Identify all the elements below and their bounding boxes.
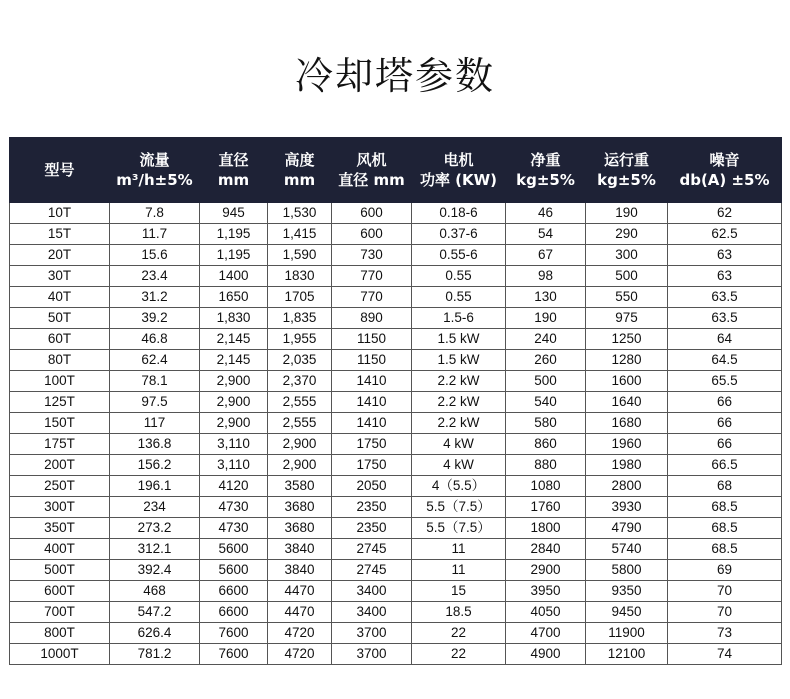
table-cell-model: 400T — [10, 539, 110, 560]
table-cell-model: 15T — [10, 224, 110, 245]
table-cell-motor-power: 11 — [412, 539, 506, 560]
table-cell-flow: 7.8 — [110, 203, 200, 224]
column-header-line: 风机 — [356, 151, 387, 169]
table-cell-operating-weight: 11900 — [586, 623, 668, 644]
table-cell-net-weight: 1080 — [506, 476, 586, 497]
column-header-line: 电机 — [443, 151, 474, 169]
table-cell-net-weight: 46 — [506, 203, 586, 224]
table-cell-operating-weight: 2800 — [586, 476, 668, 497]
table-row — [10, 581, 782, 602]
table-cell-height: 2,035 — [268, 350, 332, 371]
table-cell-flow: 196.1 — [110, 476, 200, 497]
column-header-line: mm — [283, 171, 316, 189]
table-row — [10, 518, 782, 539]
table-cell-diameter: 6600 — [200, 581, 268, 602]
table-cell-noise: 66 — [668, 392, 782, 413]
table-cell-noise: 65.5 — [668, 371, 782, 392]
table-cell-height: 4470 — [268, 602, 332, 623]
column-header-line: 型号 — [44, 161, 75, 179]
header-row — [10, 138, 782, 203]
table-cell-operating-weight: 5740 — [586, 539, 668, 560]
table-cell-noise: 64 — [668, 329, 782, 350]
table-cell-operating-weight: 4790 — [586, 518, 668, 539]
table-cell-model: 175T — [10, 434, 110, 455]
table-row — [10, 245, 782, 266]
column-header-line: 高度 — [284, 151, 315, 169]
table-cell-noise: 68 — [668, 476, 782, 497]
table-cell-operating-weight: 500 — [586, 266, 668, 287]
table-cell-diameter: 945 — [200, 203, 268, 224]
table-cell-fan-diameter: 3700 — [332, 623, 412, 644]
table-cell-net-weight: 130 — [506, 287, 586, 308]
table-cell-diameter: 1,195 — [200, 224, 268, 245]
table-cell-model: 100T — [10, 371, 110, 392]
table-row — [10, 455, 782, 476]
table-cell-model: 300T — [10, 497, 110, 518]
table-cell-noise: 63 — [668, 266, 782, 287]
table-body — [10, 203, 782, 665]
column-header-operating-weight — [586, 138, 668, 203]
table-cell-noise: 63.5 — [668, 287, 782, 308]
table-row — [10, 266, 782, 287]
table-cell-flow: 156.2 — [110, 455, 200, 476]
table-cell-height: 4470 — [268, 581, 332, 602]
table-row — [10, 329, 782, 350]
table-cell-model: 60T — [10, 329, 110, 350]
table-cell-motor-power: 5.5（7.5） — [412, 497, 506, 518]
table-cell-net-weight: 2900 — [506, 560, 586, 581]
table-cell-noise: 68.5 — [668, 539, 782, 560]
table-cell-model: 1000T — [10, 644, 110, 665]
table-cell-fan-diameter: 2350 — [332, 518, 412, 539]
table-cell-model: 50T — [10, 308, 110, 329]
table-cell-net-weight: 2840 — [506, 539, 586, 560]
table-cell-operating-weight: 975 — [586, 308, 668, 329]
table-cell-motor-power: 4 kW — [412, 455, 506, 476]
table-cell-noise: 64.5 — [668, 350, 782, 371]
column-header-flow — [110, 138, 200, 203]
table-cell-net-weight: 3950 — [506, 581, 586, 602]
table-cell-flow: 312.1 — [110, 539, 200, 560]
column-header-model — [10, 138, 110, 203]
table-cell-model: 125T — [10, 392, 110, 413]
table-cell-net-weight: 860 — [506, 434, 586, 455]
table-cell-net-weight: 500 — [506, 371, 586, 392]
table-cell-net-weight: 1760 — [506, 497, 586, 518]
column-header-net-weight — [506, 138, 586, 203]
table-cell-diameter: 4730 — [200, 518, 268, 539]
table-cell-fan-diameter: 1750 — [332, 455, 412, 476]
table-cell-height: 3680 — [268, 518, 332, 539]
table-cell-motor-power: 1.5-6 — [412, 308, 506, 329]
table-cell-diameter: 7600 — [200, 623, 268, 644]
table-cell-operating-weight: 12100 — [586, 644, 668, 665]
table-cell-flow: 136.8 — [110, 434, 200, 455]
table-cell-fan-diameter: 1150 — [332, 350, 412, 371]
column-header-noise — [668, 138, 782, 203]
table-cell-noise: 63 — [668, 245, 782, 266]
table-cell-fan-diameter: 3400 — [332, 581, 412, 602]
table-cell-operating-weight: 1250 — [586, 329, 668, 350]
table-cell-net-weight: 880 — [506, 455, 586, 476]
table-cell-operating-weight: 1960 — [586, 434, 668, 455]
table-cell-fan-diameter: 770 — [332, 266, 412, 287]
table-cell-model: 40T — [10, 287, 110, 308]
spec-table — [9, 137, 782, 665]
table-cell-motor-power: 4（5.5） — [412, 476, 506, 497]
table-cell-flow: 392.4 — [110, 560, 200, 581]
table-cell-diameter: 1400 — [200, 266, 268, 287]
table-cell-diameter: 7600 — [200, 644, 268, 665]
table-cell-operating-weight: 1280 — [586, 350, 668, 371]
table-cell-operating-weight: 1600 — [586, 371, 668, 392]
table-cell-model: 600T — [10, 581, 110, 602]
table-cell-motor-power: 15 — [412, 581, 506, 602]
table-cell-fan-diameter: 600 — [332, 224, 412, 245]
table-cell-net-weight: 4900 — [506, 644, 586, 665]
table-cell-fan-diameter: 2745 — [332, 560, 412, 581]
table-cell-motor-power: 11 — [412, 560, 506, 581]
table-cell-flow: 117 — [110, 413, 200, 434]
table-cell-fan-diameter: 1410 — [332, 413, 412, 434]
table-cell-operating-weight: 300 — [586, 245, 668, 266]
table-cell-height: 1,835 — [268, 308, 332, 329]
column-header-line: 噪音 — [709, 151, 740, 169]
table-cell-operating-weight: 9450 — [586, 602, 668, 623]
table-cell-noise: 70 — [668, 581, 782, 602]
table-cell-flow: 46.8 — [110, 329, 200, 350]
page-title: 冷却塔参数 — [294, 54, 495, 98]
table-cell-motor-power: 22 — [412, 644, 506, 665]
table-cell-height: 2,900 — [268, 434, 332, 455]
table-cell-noise: 68.5 — [668, 518, 782, 539]
table-row — [10, 392, 782, 413]
column-header-line: mm — [217, 171, 250, 189]
table-cell-model: 10T — [10, 203, 110, 224]
table-cell-noise: 69 — [668, 560, 782, 581]
table-cell-height: 3680 — [268, 497, 332, 518]
table-cell-height: 4720 — [268, 644, 332, 665]
column-header-line: 净重 — [530, 151, 561, 169]
table-cell-net-weight: 540 — [506, 392, 586, 413]
table-cell-diameter: 2,145 — [200, 350, 268, 371]
table-cell-height: 1,590 — [268, 245, 332, 266]
table-cell-diameter: 6600 — [200, 602, 268, 623]
column-header-line: db(A) ±5% — [679, 171, 770, 189]
table-cell-net-weight: 260 — [506, 350, 586, 371]
column-header-line: 运行重 — [603, 151, 649, 169]
table-cell-motor-power: 2.2 kW — [412, 413, 506, 434]
column-header-diameter — [200, 138, 268, 203]
table-cell-flow: 626.4 — [110, 623, 200, 644]
table-cell-diameter: 2,145 — [200, 329, 268, 350]
table-cell-model: 20T — [10, 245, 110, 266]
table-cell-flow: 234 — [110, 497, 200, 518]
table-cell-operating-weight: 1980 — [586, 455, 668, 476]
table-cell-fan-diameter: 2050 — [332, 476, 412, 497]
table-cell-noise: 68.5 — [668, 497, 782, 518]
column-header-line: kg±5% — [597, 171, 656, 189]
table-cell-height: 3840 — [268, 560, 332, 581]
table-cell-motor-power: 2.2 kW — [412, 371, 506, 392]
table-row — [10, 308, 782, 329]
table-cell-net-weight: 190 — [506, 308, 586, 329]
table-cell-motor-power: 5.5（7.5） — [412, 518, 506, 539]
table-cell-height: 4720 — [268, 623, 332, 644]
column-header-line: 直径 — [218, 151, 249, 169]
table-cell-flow: 781.2 — [110, 644, 200, 665]
table-cell-motor-power: 1.5 kW — [412, 350, 506, 371]
table-cell-operating-weight: 1640 — [586, 392, 668, 413]
table-cell-flow: 78.1 — [110, 371, 200, 392]
table-cell-flow: 31.2 — [110, 287, 200, 308]
table-cell-net-weight: 580 — [506, 413, 586, 434]
table-cell-diameter: 1,195 — [200, 245, 268, 266]
table-cell-motor-power: 1.5 kW — [412, 329, 506, 350]
table-cell-operating-weight: 550 — [586, 287, 668, 308]
table-cell-diameter: 3,110 — [200, 455, 268, 476]
table-cell-height: 3580 — [268, 476, 332, 497]
table-cell-operating-weight: 290 — [586, 224, 668, 245]
table-cell-flow: 547.2 — [110, 602, 200, 623]
table-cell-fan-diameter: 1410 — [332, 371, 412, 392]
table-cell-motor-power: 0.37-6 — [412, 224, 506, 245]
table-cell-noise: 63.5 — [668, 308, 782, 329]
table-cell-diameter: 2,900 — [200, 392, 268, 413]
table-row — [10, 350, 782, 371]
table-cell-motor-power: 0.18-6 — [412, 203, 506, 224]
table-cell-diameter: 1650 — [200, 287, 268, 308]
table-cell-diameter: 4120 — [200, 476, 268, 497]
table-row — [10, 602, 782, 623]
table-cell-height: 2,555 — [268, 392, 332, 413]
table-cell-height: 1,955 — [268, 329, 332, 350]
table-row — [10, 497, 782, 518]
table-cell-motor-power: 0.55-6 — [412, 245, 506, 266]
table-row — [10, 224, 782, 245]
table-cell-diameter: 4730 — [200, 497, 268, 518]
table-row — [10, 434, 782, 455]
table-cell-fan-diameter: 730 — [332, 245, 412, 266]
table-cell-noise: 70 — [668, 602, 782, 623]
table-cell-noise: 62 — [668, 203, 782, 224]
table-cell-fan-diameter: 3700 — [332, 644, 412, 665]
table-row — [10, 539, 782, 560]
column-header-line: 直径 mm — [338, 171, 405, 189]
table-cell-flow: 23.4 — [110, 266, 200, 287]
table-cell-noise: 66 — [668, 434, 782, 455]
table-cell-model: 700T — [10, 602, 110, 623]
table-cell-net-weight: 240 — [506, 329, 586, 350]
table-cell-net-weight: 4050 — [506, 602, 586, 623]
table-cell-model: 500T — [10, 560, 110, 581]
column-header-line: kg±5% — [516, 171, 575, 189]
table-cell-noise: 66.5 — [668, 455, 782, 476]
table-cell-fan-diameter: 1410 — [332, 392, 412, 413]
table-cell-motor-power: 4 kW — [412, 434, 506, 455]
table-cell-motor-power: 2.2 kW — [412, 392, 506, 413]
table-cell-height: 2,900 — [268, 455, 332, 476]
table-cell-noise: 62.5 — [668, 224, 782, 245]
table-row — [10, 287, 782, 308]
column-header-line: 流量 — [139, 151, 170, 169]
table-cell-diameter: 2,900 — [200, 413, 268, 434]
table-cell-net-weight: 67 — [506, 245, 586, 266]
table-cell-fan-diameter: 2745 — [332, 539, 412, 560]
table-cell-diameter: 3,110 — [200, 434, 268, 455]
column-header-fan-diameter — [332, 138, 412, 203]
table-row — [10, 644, 782, 665]
table-row — [10, 371, 782, 392]
column-header-line: 功率 (KW) — [419, 171, 498, 189]
table-cell-height: 3840 — [268, 539, 332, 560]
table-cell-fan-diameter: 600 — [332, 203, 412, 224]
table-cell-flow: 15.6 — [110, 245, 200, 266]
table-cell-model: 200T — [10, 455, 110, 476]
table-row — [10, 560, 782, 581]
table-cell-diameter: 5600 — [200, 539, 268, 560]
table-cell-flow: 273.2 — [110, 518, 200, 539]
table-cell-model: 30T — [10, 266, 110, 287]
table-cell-net-weight: 4700 — [506, 623, 586, 644]
table-cell-noise: 74 — [668, 644, 782, 665]
table-cell-operating-weight: 190 — [586, 203, 668, 224]
table-cell-flow: 468 — [110, 581, 200, 602]
table-cell-flow: 97.5 — [110, 392, 200, 413]
table-cell-operating-weight: 1680 — [586, 413, 668, 434]
table-cell-fan-diameter: 1150 — [332, 329, 412, 350]
table-cell-flow: 39.2 — [110, 308, 200, 329]
table-cell-fan-diameter: 2350 — [332, 497, 412, 518]
table-cell-model: 150T — [10, 413, 110, 434]
table-cell-fan-diameter: 770 — [332, 287, 412, 308]
table-cell-operating-weight: 9350 — [586, 581, 668, 602]
table-cell-height: 2,370 — [268, 371, 332, 392]
table-cell-motor-power: 0.55 — [412, 287, 506, 308]
table-row — [10, 623, 782, 644]
table-cell-net-weight: 54 — [506, 224, 586, 245]
table-cell-model: 350T — [10, 518, 110, 539]
column-header-line: m³/h±5% — [116, 171, 193, 189]
table-cell-flow: 11.7 — [110, 224, 200, 245]
table-cell-fan-diameter: 1750 — [332, 434, 412, 455]
table-cell-noise: 66 — [668, 413, 782, 434]
column-header-height — [268, 138, 332, 203]
table-cell-model: 80T — [10, 350, 110, 371]
table-cell-motor-power: 0.55 — [412, 266, 506, 287]
table-cell-model: 800T — [10, 623, 110, 644]
table-cell-motor-power: 18.5 — [412, 602, 506, 623]
table-cell-diameter: 1,830 — [200, 308, 268, 329]
table-cell-net-weight: 1800 — [506, 518, 586, 539]
table-cell-height: 1705 — [268, 287, 332, 308]
table-cell-height: 2,555 — [268, 413, 332, 434]
table-cell-flow: 62.4 — [110, 350, 200, 371]
table-cell-model: 250T — [10, 476, 110, 497]
table-cell-fan-diameter: 890 — [332, 308, 412, 329]
table-row — [10, 203, 782, 224]
table-cell-noise: 73 — [668, 623, 782, 644]
table-cell-height: 1,530 — [268, 203, 332, 224]
table-row — [10, 413, 782, 434]
table-cell-operating-weight: 5800 — [586, 560, 668, 581]
table-cell-height: 1,415 — [268, 224, 332, 245]
table-cell-motor-power: 22 — [412, 623, 506, 644]
table-cell-diameter: 2,900 — [200, 371, 268, 392]
table-cell-diameter: 5600 — [200, 560, 268, 581]
table-row — [10, 476, 782, 497]
column-header-motor-power — [412, 138, 506, 203]
table-cell-net-weight: 98 — [506, 266, 586, 287]
table-cell-fan-diameter: 3400 — [332, 602, 412, 623]
table-cell-height: 1830 — [268, 266, 332, 287]
table-cell-operating-weight: 3930 — [586, 497, 668, 518]
